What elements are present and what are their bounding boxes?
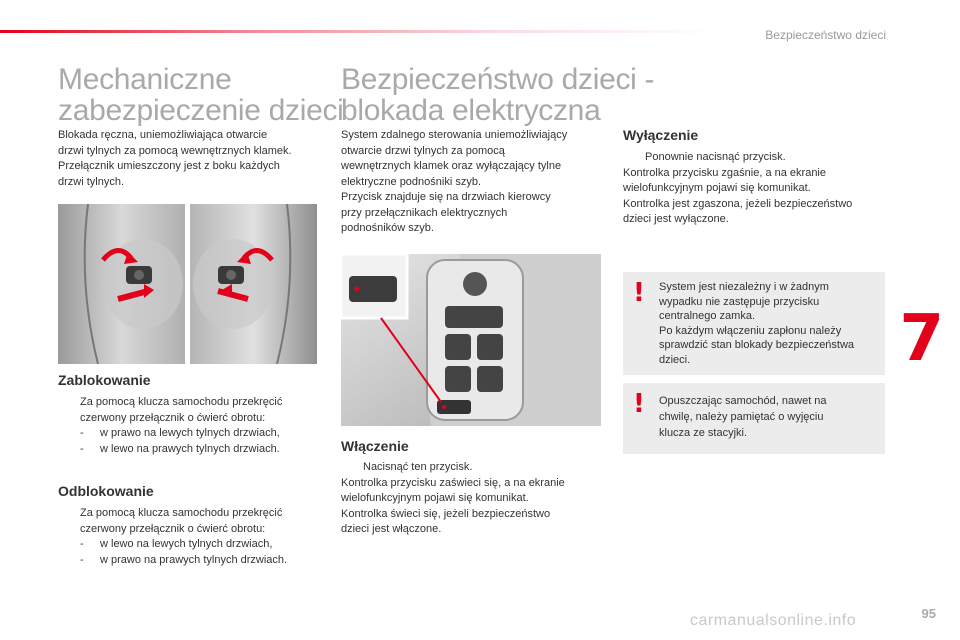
lock-heading: Zablokowanie — [58, 372, 151, 388]
section-title-mechanical: Mechaniczne zabezpieczenie dzieci — [58, 63, 344, 127]
unlock-instructions: Za pomocą klucza samochodu przekręcić czerwony przełącznik o ćwierć obrotu: - w lewo na lewych tylnych drzwiach, - w prawo na prawych tylnych drzwiach. — [80, 507, 288, 566]
section-title-electric: Bezpieczeństwo dzieci - blokada elektryczna — [341, 63, 655, 127]
warning-note-key: ! Opuszczając samochód, nawet na chwilę, należy pamiętać o wyjęciu klucza ze stacyjki. — [623, 383, 885, 454]
window-switch-panel-photo — [341, 254, 601, 426]
mechanical-intro: Blokada ręczna, uniemożliwiająca otwarcie drzwi tylnych za pomocą wewnętrznych klamek. Przełącznik umieszczony jest z boku każdych drzwi tylnych. — [58, 129, 292, 188]
warning-icon: ! — [633, 389, 645, 419]
chapter-title: Bezpieczeństwo dzieci — [765, 28, 886, 42]
disable-instructions: Ponownie nacisnąć przycisk. Kontrolka przycisku zgaśnie, a na ekranie wielofunkcyjnym pojawi się komunikat. Kontrolka jest zgaszona, jeżeli bezpieczeństwo dzieci jest wyłączone. — [623, 151, 853, 225]
page-number: 95 — [921, 606, 936, 621]
warning-note-independent: ! System jest niezależny i w żadnym wypadku nie zastępuje przycisku centralnego zamka. Po każdym włączeniu zapłonu należy sprawdzić stan blokady bezpieczeństwa dzieci. — [623, 272, 885, 375]
enable-instructions: Nacisnąć ten przycisk. Kontrolka przycisku zaświeci się, a na ekranie wielofunkcyjnym pojawi się komunikat. Kontrolka świeci się, jeżeli bezpieczeństwo dzieci jest włączone. — [341, 461, 565, 535]
watermark: carmanualsonline.info — [690, 612, 857, 629]
warning-icon: ! — [633, 278, 645, 308]
unlock-heading: Odblokowanie — [58, 483, 154, 499]
door-child-lock-photo — [58, 204, 317, 364]
electric-intro: System zdalnego sterowania uniemożliwiający otwarcie drzwi tylnych za pomocą wewnętrznych klamek oraz wyłączający tylne elektryczne podnośniki szyb. Przycisk znajduje się na drzwiach kierowcy przy przełącznikach elektrycznych podnośników szyb. — [341, 129, 568, 234]
header-accent-bar — [0, 30, 720, 33]
disable-heading: Wyłączenie — [623, 127, 699, 143]
enable-heading: Włączenie — [341, 438, 409, 454]
chapter-number: 7 — [899, 302, 944, 376]
lock-instructions: Za pomocą klucza samochodu przekręcić czerwony przełącznik o ćwierć obrotu: - w prawo na lewych tylnych drzwiach, - w lewo na prawych tylnych drzwiach. — [80, 396, 283, 455]
